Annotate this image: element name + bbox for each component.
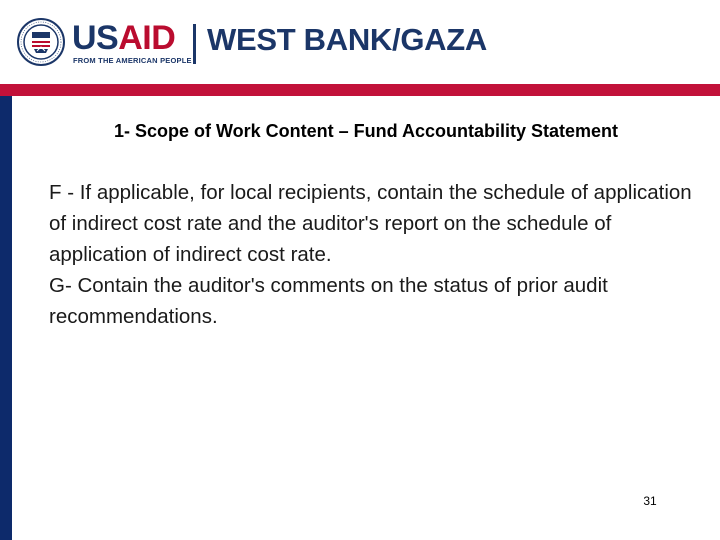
logo-aid-text: AID: [118, 19, 176, 57]
slide-title: 1- Scope of Work Content – Fund Accountability Statement: [113, 121, 619, 141]
header-red-bar: [0, 84, 720, 96]
page-number: 31: [643, 494, 657, 508]
header: [0, 0, 720, 84]
logo-usa-text: US: [72, 19, 119, 57]
paragraph-g: G- Contain the auditor's comments on the status of prior audit recommendations.: [49, 274, 608, 328]
logo-tagline: FROM THE AMERICAN PEOPLE: [73, 56, 192, 65]
region-title: WEST BANK/GAZA: [207, 22, 487, 57]
side-blue-bar: [0, 96, 12, 540]
usaid-logotype: [72, 20, 175, 56]
usaid-seal-icon: [17, 18, 65, 66]
header-divider: [193, 24, 196, 64]
slide-body: [49, 177, 694, 332]
paragraph-f: F - If applicable, for local recipients, contain the schedule of application of indirect cost rate and the auditor's report on the schedule of application of indirect cost rate.: [49, 181, 692, 266]
